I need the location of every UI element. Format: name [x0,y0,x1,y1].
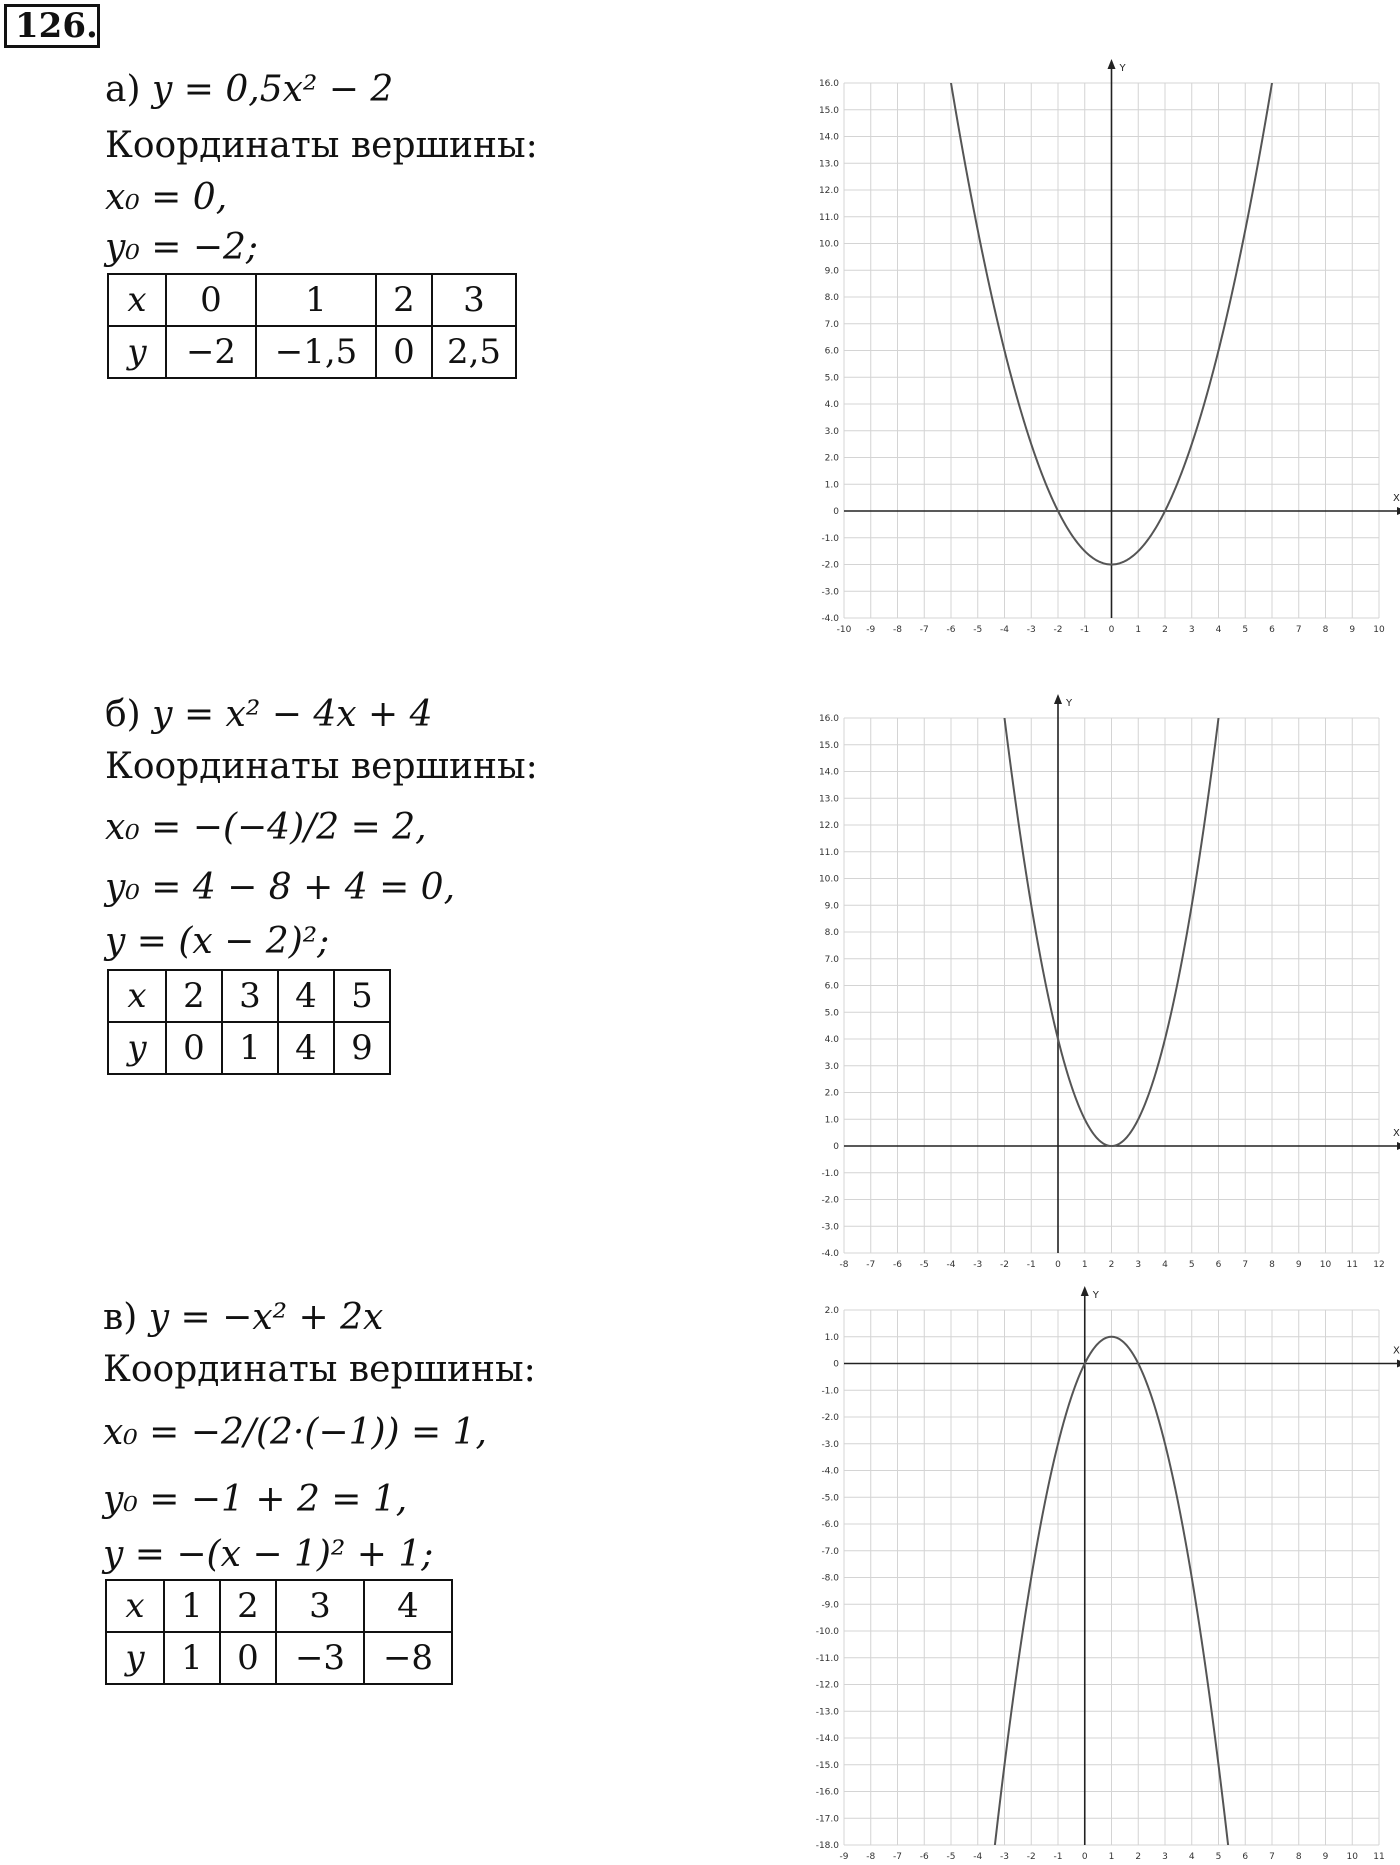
y-axis-arrow [1081,1286,1089,1296]
x-tick-label: 4 [1162,1260,1168,1270]
y-tick-label: 12.0 [818,186,839,196]
y-axis-label: Y [1119,63,1126,74]
table-cell: 1 [222,1022,278,1074]
part-a-formula: y = 0,5x² − 2 [151,69,394,110]
table-cell: 4 [278,1022,334,1074]
table-cell: 1 [164,1580,220,1632]
x-tick-label: -1 [1053,1852,1063,1862]
x-tick-label: 7 [1269,1852,1275,1862]
y-tick-label: -16.0 [815,1787,839,1798]
table-header-y: y [106,1632,164,1684]
table-header-y: y [108,326,166,378]
y-tick-label: -6.0 [821,1520,839,1530]
x-tick-label: 4 [1215,625,1222,635]
y-tick-label: -1.0 [821,1386,839,1397]
y-tick-label: 5.0 [824,373,839,384]
y-tick-label: -2.0 [821,560,839,571]
table-cell: 2 [220,1580,276,1632]
y-tick-label: -2.0 [821,1195,839,1206]
x-tick-label: -4 [946,1260,956,1270]
y-tick-label: -3.0 [821,587,839,598]
x-axis-label: X [1393,1345,1400,1357]
x-tick-label: 1 [1108,1852,1115,1862]
table-cell: 0 [220,1632,276,1684]
y-tick-label: 15.0 [818,105,839,116]
x-tick-label: 7 [1295,625,1302,635]
x-tick-label: 9 [1349,625,1356,635]
x-tick-label: -6 [919,1852,929,1862]
y-tick-label: 11.0 [818,847,839,858]
y-axis-label: Y [1066,698,1073,709]
part-b-label: б) [105,694,141,735]
x-tick-label: -8 [866,1852,876,1862]
y-tick-label: 4.0 [824,400,839,410]
part-b-heading [105,695,433,735]
y-tick-label: 2.0 [824,1088,839,1099]
y-tick-label: -15.0 [815,1760,839,1771]
x-tick-label: -7 [919,625,929,635]
x-tick-label: 11 [1346,1260,1358,1270]
y-tick-label: -1.0 [821,1168,839,1179]
y-tick-label: 9.0 [824,901,839,912]
table-row [108,274,516,326]
x-tick-label: 1 [1081,1260,1088,1270]
x-tick-label: 3 [1135,1260,1142,1270]
x-tick-label: 10 [1373,625,1385,635]
part-c-label: в) [103,1297,138,1338]
part-b-formula: y = x² − 4x + 4 [152,694,433,735]
y-tick-label: -4.0 [821,614,839,624]
x-tick-label: -4 [973,1852,983,1862]
part-c-vertex-title: Координаты вершины: [103,1349,536,1390]
x-tick-label: -7 [893,1852,902,1862]
table-cell: −2 [166,326,256,378]
x-tick-label: 10 [1346,1852,1358,1862]
x-tick-label: -9 [839,1852,849,1862]
x-tick-label: 10 [1319,1260,1332,1270]
x-tick-label: 2 [1162,625,1168,635]
x-tick-label: -4 [1000,625,1009,635]
part-b-vertex-title: Координаты вершины: [105,746,538,787]
x-tick-label: -8 [893,625,902,635]
part-a-line-2: y₀ = −2; [105,227,259,268]
x-tick-label: 9 [1322,1852,1329,1862]
y-tick-label: 6.0 [824,981,839,992]
y-tick-label: -3.0 [821,1222,839,1233]
x-tick-label: 3 [1162,1852,1168,1862]
x-tick-label: 6 [1269,625,1275,635]
y-tick-label: 1.0 [824,1332,839,1343]
part-a-heading [105,70,393,110]
x-tick-label: 4 [1188,1852,1195,1862]
part-c-line-3: y = −(x − 1)² + 1; [103,1534,434,1575]
x-tick-label: -1 [1080,625,1090,635]
table-cell: 5 [334,970,390,1022]
y-tick-label: 0 [833,1142,839,1152]
x-tick-label: -7 [866,1260,876,1270]
y-tick-label: 8.0 [824,928,839,938]
table-row [108,1022,390,1074]
y-tick-label: -9.0 [821,1600,839,1611]
x-axis-label: X [1393,493,1400,504]
table-cell: 0 [166,1022,222,1074]
x-axis-label: X [1393,1128,1400,1139]
x-tick-label: 6 [1215,1260,1222,1270]
table-cell: −8 [364,1632,452,1684]
x-tick-label: 5 [1215,1852,1222,1862]
x-tick-label: -8 [839,1260,849,1270]
y-tick-label: 12.0 [818,821,839,831]
y-tick-label: 7.0 [824,319,839,330]
x-tick-label: 2 [1135,1852,1142,1862]
x-tick-label: 9 [1295,1260,1302,1270]
y-tick-label: -2.0 [821,1413,839,1423]
x-tick-label: -1 [1026,1260,1036,1270]
graph-a [790,55,1400,645]
x-tick-label: -3 [973,1260,983,1270]
x-tick-label: 7 [1242,1260,1249,1270]
table-cell: 2 [376,274,432,326]
y-tick-label: 2.0 [824,1306,839,1316]
part-b-value-table [107,969,391,1075]
x-tick-label: -3 [1000,1852,1009,1862]
table-cell: 4 [278,970,334,1022]
y-tick-label: 6.0 [824,346,839,357]
table-cell: 3 [432,274,516,326]
table-header-y: y [108,1022,166,1074]
x-tick-label: -2 [1026,1852,1036,1862]
x-tick-label: -5 [919,1260,929,1270]
y-tick-label: -12.0 [815,1680,839,1691]
table-header-x: x [108,970,166,1022]
table-row [108,326,516,378]
y-tick-label: 0 [833,1359,839,1370]
part-c-line-2: y₀ = −1 + 2 = 1, [103,1479,408,1520]
table-cell: 2,5 [432,326,516,378]
y-tick-label: -1.0 [821,533,839,544]
y-tick-label: -13.0 [815,1707,839,1718]
x-tick-label: 8 [1295,1852,1302,1862]
part-c-value-table [105,1579,453,1685]
part-a-label: а) [105,69,141,110]
part-b-line-1: x₀ = −(−4)/2 = 2, [105,807,427,848]
table-cell: −1,5 [256,326,376,378]
y-tick-label: -17.0 [815,1814,839,1825]
y-tick-label: 14.0 [818,132,839,143]
y-tick-label: -11.0 [815,1653,839,1664]
graph-b [790,690,1400,1280]
y-tick-label: 10.0 [818,874,839,885]
table-row [108,970,390,1022]
y-tick-label: -8.0 [821,1573,839,1584]
part-b-line-3: y = (x − 2)²; [105,921,330,962]
y-tick-label: 3.0 [824,1061,839,1072]
x-tick-label: 0 [1081,1852,1088,1862]
y-tick-label: -14.0 [815,1734,839,1744]
y-tick-label: 0 [833,507,839,517]
x-tick-label: -9 [866,625,876,635]
part-c-heading [103,1298,383,1338]
graph-c [790,1282,1400,1865]
part-a-value-table [107,273,517,379]
y-tick-label: 7.0 [824,954,839,965]
x-tick-label: -5 [946,1852,956,1862]
y-tick-label: 1.0 [824,480,839,491]
table-cell: 3 [222,970,278,1022]
part-a-line-1: x₀ = 0, [105,177,228,218]
x-tick-label: 8 [1269,1260,1275,1270]
y-axis-arrow [1108,59,1116,69]
y-tick-label: 1.0 [824,1115,839,1126]
x-tick-label: -6 [893,1260,902,1270]
table-cell: 2 [166,970,222,1022]
y-tick-label: 16.0 [818,714,839,724]
y-tick-label: -5.0 [821,1493,839,1504]
y-tick-label: 13.0 [818,159,839,170]
x-tick-label: 3 [1188,625,1195,635]
y-tick-label: 2.0 [824,453,839,464]
y-tick-label: 14.0 [818,767,839,778]
x-tick-label: -2 [1053,625,1063,635]
y-tick-label: 4.0 [824,1035,839,1045]
x-tick-label: -3 [1026,625,1036,635]
x-tick-label: 0 [1055,1260,1061,1270]
y-tick-label: 8.0 [824,293,839,303]
table-cell: 4 [364,1580,452,1632]
y-tick-label: -3.0 [821,1439,839,1450]
y-tick-label: -4.0 [821,1466,839,1477]
y-tick-label: 11.0 [818,212,839,223]
y-axis-label: Y [1092,1290,1099,1301]
part-b-line-2: y₀ = 4 − 8 + 4 = 0, [105,867,456,908]
part-c-formula: y = −x² + 2x [148,1297,384,1338]
table-cell: 9 [334,1022,390,1074]
table-cell: 0 [376,326,432,378]
y-tick-label: 16.0 [818,79,839,89]
x-tick-label: -2 [1000,1260,1009,1270]
x-tick-label: 11 [1373,1852,1385,1862]
y-tick-label: 3.0 [824,426,839,437]
y-tick-label: 9.0 [824,266,839,277]
table-row [106,1580,452,1632]
y-tick-label: 10.0 [818,239,839,250]
part-a-vertex-title: Координаты вершины: [105,125,538,166]
y-tick-label: 15.0 [818,740,839,751]
x-tick-label: 8 [1322,625,1329,635]
table-cell: 0 [166,274,256,326]
x-tick-label: -6 [946,625,956,635]
x-tick-label: -10 [836,625,852,635]
y-tick-label: -10.0 [815,1627,839,1637]
x-tick-label: 2 [1108,1260,1115,1270]
part-c-line-1: x₀ = −2/(2·(−1)) = 1, [103,1412,487,1453]
table-header-x: x [108,274,166,326]
problem-number: 126. [4,4,100,48]
x-tick-label: 5 [1188,1260,1195,1270]
x-tick-label: 1 [1135,625,1142,635]
x-tick-label: -5 [973,625,983,635]
y-tick-label: -18.0 [815,1841,839,1851]
y-axis-arrow [1054,694,1062,704]
table-header-x: x [106,1580,164,1632]
y-tick-label: -7.0 [821,1546,839,1557]
y-tick-label: -4.0 [821,1249,839,1259]
table-row [106,1632,452,1684]
x-tick-label: 12 [1373,1260,1385,1270]
table-cell: 3 [276,1580,364,1632]
x-tick-label: 5 [1242,625,1249,635]
table-cell: 1 [164,1632,220,1684]
y-tick-label: 5.0 [824,1008,839,1019]
y-tick-label: 13.0 [818,794,839,805]
x-tick-label: 6 [1242,1852,1249,1862]
table-cell: 1 [256,274,376,326]
x-tick-label: 0 [1108,625,1115,635]
table-cell: −3 [276,1632,364,1684]
